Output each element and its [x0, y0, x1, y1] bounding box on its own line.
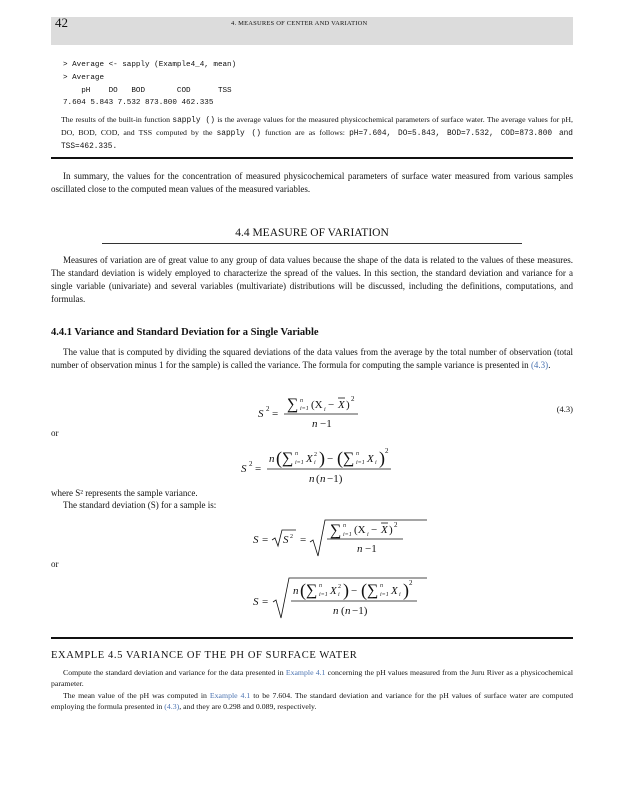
svg-text:2: 2	[351, 395, 355, 403]
svg-text:∑: ∑	[282, 450, 294, 467]
svg-text:): )	[343, 580, 349, 600]
svg-text:n: n	[380, 583, 383, 589]
svg-text:−1): −1)	[327, 473, 343, 485]
svg-text:2: 2	[338, 584, 341, 590]
code-line: > Average <- sapply (Example4_4, mean)	[63, 61, 237, 69]
svg-text:∑: ∑	[287, 396, 299, 413]
svg-text:): )	[403, 580, 409, 600]
svg-text:2: 2	[266, 405, 270, 413]
svg-text:S: S	[253, 534, 259, 546]
box-rule	[51, 157, 573, 159]
svg-text:2: 2	[290, 534, 293, 540]
svg-text:(: (	[337, 448, 343, 468]
svg-text:n: n	[295, 451, 298, 457]
svg-text:2: 2	[249, 460, 253, 468]
svg-text:=: =	[300, 534, 307, 546]
svg-text:X: X	[330, 585, 337, 597]
section-paragraph: Measures of variation are of great value to any group of data values because the shape of the data is related to the values of these measures. The standard deviation is widely employed to characterize the spread of the values. In this section, the standard deviation and variance for a single variable (univariate) and several variables (multivariate) distributions will be discussed, including the definitions, computations, and formulas.	[51, 255, 573, 304]
svg-text:2: 2	[409, 579, 413, 587]
svg-text:−: −	[351, 585, 358, 597]
code-explanation: The results of the built-in function sapply () is the average values for the measured physicochemical parameters of surface water. The average values for pH, DO, BOD, COD, and TSS computed by the sapply () function are as follows: pH=7.604, DO=5.843, BOD=7.532, COD=873.800 and TSS=462.335.	[61, 115, 574, 151]
svg-text:S: S	[253, 596, 259, 608]
svg-text:): )	[379, 448, 385, 468]
variance-paragraph: The value that is computed by dividing the squared deviations of the data values from the average by the total number of observation (total number of observation minus 1 for the sample) is called the variance. The formula for computing the sample variance is presented in (4.3).	[51, 347, 573, 370]
svg-text:X: X	[338, 399, 345, 411]
svg-text:i=1: i=1	[319, 592, 328, 598]
svg-text:i: i	[375, 460, 377, 466]
subsection-title: 4.4.1 Variance and Standard Deviation for a Single Variable	[51, 327, 319, 338]
variance-formula	[256, 392, 416, 438]
svg-text:∑: ∑	[306, 582, 318, 599]
standard-deviation-formula	[251, 516, 441, 560]
svg-text:X: X	[367, 453, 374, 465]
equation-ref-link[interactable]: (4.3)	[164, 702, 180, 711]
svg-text:n: n	[357, 543, 363, 555]
svg-text:): )	[389, 524, 393, 536]
example-rule	[51, 637, 573, 639]
svg-text:n: n	[269, 453, 275, 465]
svg-text:2: 2	[394, 521, 398, 529]
svg-text:2: 2	[314, 452, 317, 458]
svg-text:i: i	[338, 592, 340, 598]
svg-text:(: (	[361, 580, 367, 600]
svg-text:=: =	[255, 463, 262, 475]
svg-text:=: =	[262, 534, 269, 546]
section-title: 4.4 MEASURE OF VARIATION	[235, 227, 389, 239]
code-line: > Average	[63, 74, 105, 82]
svg-text:i: i	[324, 407, 326, 413]
svg-text:(X: (X	[311, 399, 323, 411]
example-link[interactable]: Example 4.1	[285, 668, 326, 677]
svg-text:n: n	[333, 605, 339, 617]
svg-text:−1: −1	[365, 543, 377, 555]
svg-text:n: n	[309, 473, 315, 485]
svg-text:=: =	[272, 408, 279, 420]
page-number: 42	[55, 15, 68, 30]
svg-text:n: n	[319, 583, 322, 589]
example-title: EXAMPLE 4.5 VARIANCE OF THE PH OF SURFACE WATER	[51, 650, 358, 661]
svg-text:(X: (X	[354, 524, 366, 536]
svg-text:∑: ∑	[343, 450, 355, 467]
svg-text:(: (	[300, 580, 306, 600]
svg-text:n: n	[343, 523, 346, 529]
svg-text:−1: −1	[320, 418, 332, 430]
svg-text:i=1: i=1	[300, 406, 309, 412]
svg-text:n: n	[320, 473, 326, 485]
svg-text:−1): −1)	[352, 605, 368, 617]
svg-text:i: i	[399, 592, 401, 598]
svg-text:−: −	[327, 453, 334, 465]
svg-text:n: n	[356, 451, 359, 457]
svg-text:S: S	[258, 408, 264, 420]
svg-text:(: (	[341, 605, 345, 617]
svg-text:X: X	[381, 524, 388, 536]
svg-text:i: i	[314, 460, 316, 466]
example-link[interactable]: Example 4.1	[209, 691, 251, 700]
svg-text:=: =	[262, 596, 269, 608]
svg-text:2: 2	[385, 447, 389, 455]
svg-text:S: S	[283, 534, 289, 546]
svg-text:i=1: i=1	[356, 460, 365, 466]
summary-paragraph: In summary, the values for the concentration of measured physicochemical parameters of surface water measured from various samples oscillated close to the computed mean values of the measured variables.	[51, 171, 573, 194]
svg-text:n: n	[345, 605, 351, 617]
section-rule	[102, 243, 522, 244]
code-line: 7.604 5.843 7.532 873.800 462.335	[63, 99, 214, 107]
svg-text:): )	[346, 399, 350, 411]
example-paragraph-2: The mean value of the pH was computed in Example 4.1 to be 7.604. The standard deviation and variance for the pH values of surface water are computed employing the formula presented in (4.3), and they are 0.298 and 0.089, respectively.	[51, 691, 573, 711]
svg-text:n: n	[293, 585, 299, 597]
svg-text:i=1: i=1	[343, 532, 352, 538]
or-text: or	[51, 428, 59, 438]
code-line: pH DO BOD COD TSS	[63, 87, 232, 95]
running-title: 4. MEASURES OF CENTER AND VARIATION	[231, 20, 368, 27]
example-paragraph-1: Compute the standard deviation and variance for the data presented in Example 4.1 concerning the pH values measured from the Juru River as a physicochemical parameter.	[51, 668, 573, 688]
svg-text:∑: ∑	[367, 582, 379, 599]
equation-ref-link[interactable]: (4.3)	[530, 360, 549, 370]
svg-text:−: −	[328, 399, 335, 411]
svg-text:X: X	[391, 585, 398, 597]
standard-deviation-formula-alt	[251, 574, 451, 622]
equation-number: (4.3)	[556, 404, 573, 414]
sd-text: The standard deviation (S) for a sample is:	[63, 500, 217, 510]
svg-text:(: (	[316, 473, 320, 485]
svg-text:(: (	[276, 448, 282, 468]
svg-text:−: −	[371, 524, 378, 536]
variance-formula-alt	[239, 445, 439, 491]
where-text: where S² represents the sample variance.	[51, 488, 198, 498]
svg-text:i: i	[367, 532, 369, 538]
svg-text:): )	[319, 448, 325, 468]
svg-text:n: n	[300, 398, 303, 404]
svg-text:n: n	[312, 418, 318, 430]
svg-text:X: X	[306, 453, 313, 465]
svg-text:S: S	[241, 463, 247, 475]
svg-text:i=1: i=1	[380, 592, 389, 598]
svg-text:∑: ∑	[330, 522, 342, 539]
or-text: or	[51, 559, 59, 569]
svg-text:i=1: i=1	[295, 460, 304, 466]
